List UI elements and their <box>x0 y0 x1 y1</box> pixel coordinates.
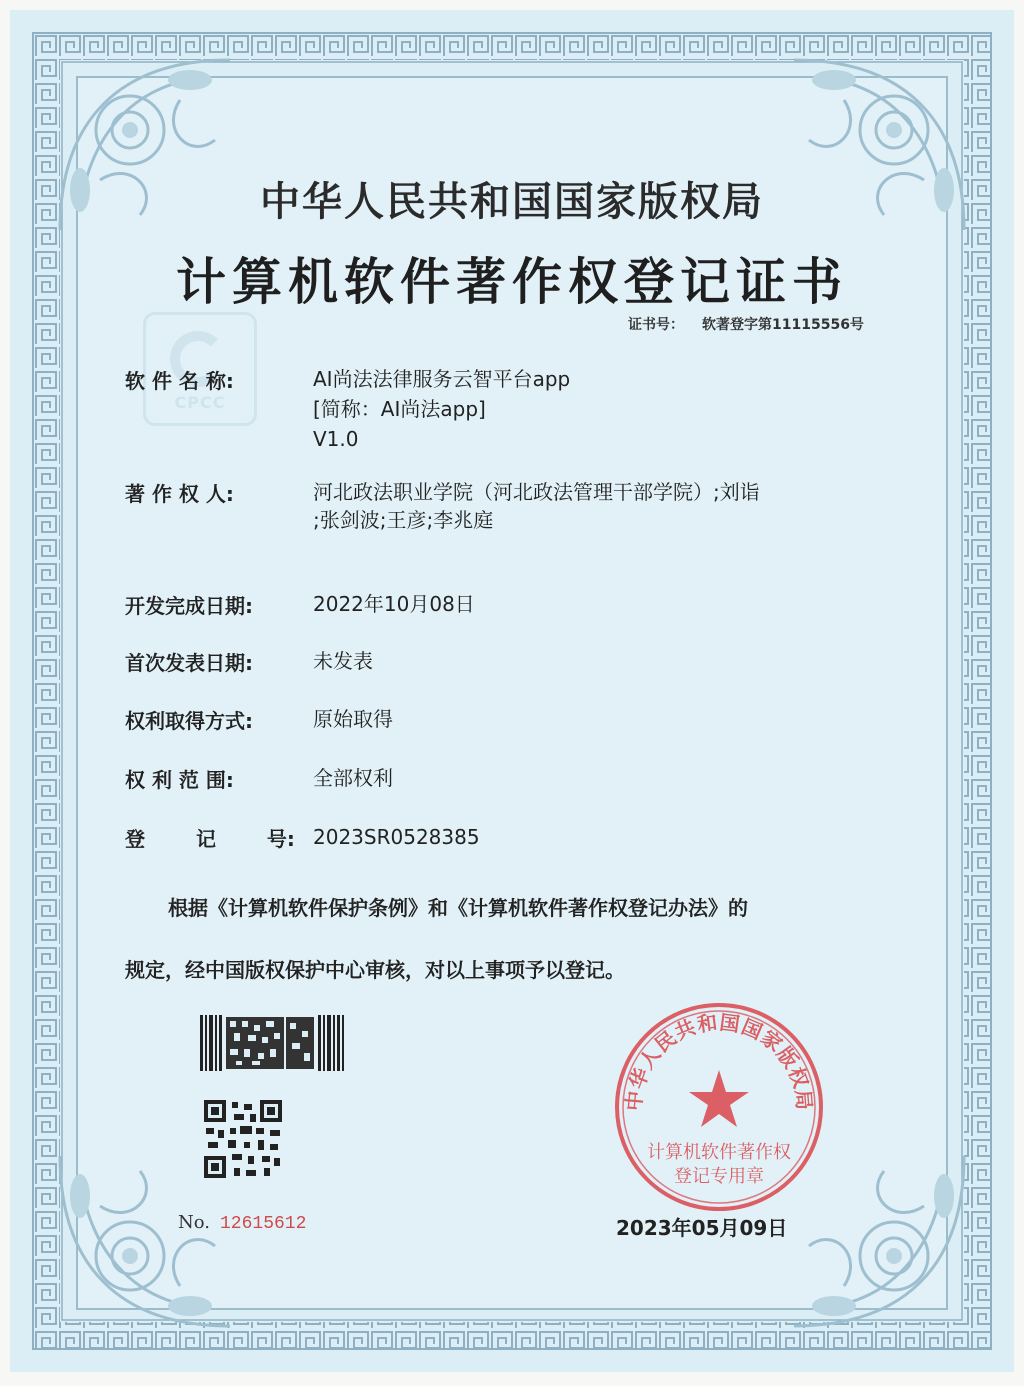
official-seal <box>612 1000 826 1214</box>
development-date-label: 开发完成日期: <box>125 594 253 618</box>
certificate-number-value: 软著登字第11115556号 <box>702 317 864 333</box>
publication-date-label: 首次发表日期: <box>125 651 253 675</box>
serial-number-value: 12615612 <box>220 1214 307 1234</box>
serial-number <box>178 1212 306 1234</box>
certificate-title: 计算机软件著作权登记证书 <box>176 253 848 311</box>
copyright-owner-line-1: 河北政法职业学院（河北政法管理干部学院）;刘诣 <box>313 480 760 504</box>
registration-no-label: 登 记 号: <box>125 827 295 851</box>
certificate-number-label: 证书号： <box>628 317 684 333</box>
seal-line-2: 登记专用章 <box>674 1166 764 1187</box>
rights-scope-label: 权 利 范 围: <box>125 768 234 792</box>
software-name-line-2: [简称：AI尚法app] <box>313 397 486 421</box>
registration-no-value: 2023SR0528385 <box>313 825 480 849</box>
software-name-label: 软 件 名 称: <box>125 369 234 393</box>
seal-line-1: 计算机软件著作权 <box>647 1142 791 1163</box>
copyright-owner-label: 著 作 权 人: <box>125 482 234 506</box>
serial-label: No. <box>178 1212 210 1233</box>
development-date-value: 2022年10月08日 <box>313 592 475 616</box>
issuing-agency: 中华人民共和国国家版权局 <box>260 179 764 225</box>
registration-basis-line-1: 根据《计算机软件保护条例》和《计算机软件著作权登记办法》的 <box>168 896 748 920</box>
copyright-owner-line-2: ;张剑波;王彦;李兆庭 <box>313 508 494 532</box>
certificate-number <box>628 314 864 334</box>
seal-star-icon <box>689 1070 749 1127</box>
rights-scope-value: 全部权利 <box>313 766 393 790</box>
software-name-line-3: V1.0 <box>313 427 359 451</box>
qr-code <box>204 1100 282 1178</box>
barcode <box>200 1015 346 1071</box>
issue-date: 2023年05月09日 <box>616 1216 788 1240</box>
cpcc-watermark-text: CPCC <box>174 393 226 412</box>
registration-basis-line-2: 规定，经中国版权保护中心审核，对以上事项予以登记。 <box>125 958 625 982</box>
seal-ring-text: 中华人民共和国国家版权局 <box>621 1010 817 1112</box>
acquisition-method-label: 权利取得方式: <box>125 709 253 733</box>
software-name-line-1: AI尚法法律服务云智平台app <box>313 367 571 391</box>
publication-date-value: 未发表 <box>313 649 373 673</box>
acquisition-method-value: 原始取得 <box>313 707 393 731</box>
